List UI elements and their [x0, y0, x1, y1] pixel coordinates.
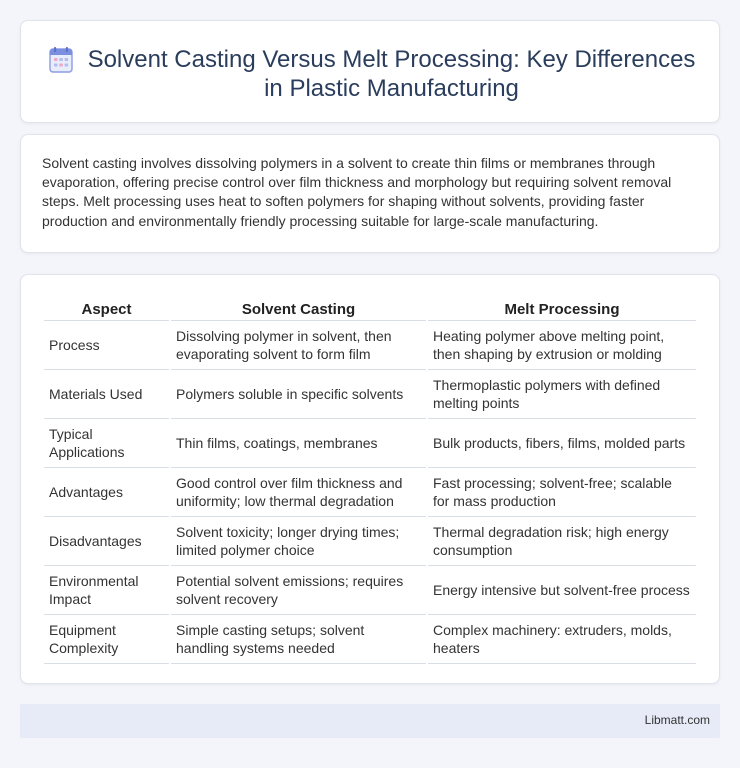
melt-processing-cell: Bulk products, fibers, films, molded parts	[428, 419, 696, 468]
aspect-cell: Materials Used	[44, 370, 169, 419]
melt-processing-cell: Heating polymer above melting point, then shaping by extrusion or molding	[428, 321, 696, 370]
table-row	[44, 370, 696, 419]
aspect-cell: Typical Applications	[44, 419, 169, 468]
aspect-cell: Advantages	[44, 468, 169, 517]
solvent-casting-cell: Potential solvent emissions; requires solvent recovery	[171, 566, 426, 615]
aspect-cell: Environmental Impact	[44, 566, 169, 615]
title-row	[47, 45, 699, 103]
table-row	[44, 419, 696, 468]
summary-text: Solvent casting involves dissolving polymers in a solvent to create thin films or membranes through evaporation, offering precise control over film thickness and morphology but requiring solvent removal steps. Melt processing uses heat to soften polymers for shaping without solvents, providing faster production and environmentally friendly processing suitable for large-scale manufacturing.	[42, 155, 672, 229]
page-title: Solvent Casting Versus Melt Processing: Key Differences in Plastic Manufacturing	[87, 46, 696, 102]
melt-processing-cell: Thermal degradation risk; high energy consumption	[428, 517, 696, 566]
solvent-casting-cell: Good control over film thickness and uniformity; low thermal degradation	[171, 468, 426, 517]
table-row	[44, 468, 696, 517]
melt-processing-cell: Fast processing; solvent-free; scalable for mass production	[428, 468, 696, 517]
melt-processing-cell: Energy intensive but solvent-free process	[428, 566, 696, 615]
melt-processing-cell: Complex machinery: extruders, molds, heaters	[428, 615, 696, 664]
footer-bar	[20, 704, 720, 738]
aspect-cell: Equipment Complexity	[44, 615, 169, 664]
summary-card	[20, 134, 720, 253]
aspect-cell: Process	[44, 321, 169, 370]
table-row	[44, 566, 696, 615]
footer-site-link[interactable]: Libmatt.com	[644, 713, 710, 727]
solvent-casting-cell: Solvent toxicity; longer drying times; limited polymer choice	[171, 517, 426, 566]
comparison-table-card	[20, 274, 720, 684]
comparison-table	[42, 295, 698, 664]
column-header-aspect: Aspect	[44, 295, 169, 321]
solvent-casting-cell: Simple casting setups; solvent handling systems needed	[171, 615, 426, 664]
melt-processing-cell: Thermoplastic polymers with defined melting points	[428, 370, 696, 419]
table-row	[44, 321, 696, 370]
table-row	[44, 517, 696, 566]
column-header-melt-processing: Melt Processing	[428, 295, 696, 321]
solvent-casting-cell: Thin films, coatings, membranes	[171, 419, 426, 468]
solvent-casting-cell: Polymers soluble in specific solvents	[171, 370, 426, 419]
column-header-solvent-casting: Solvent Casting	[171, 295, 426, 321]
table-row	[44, 615, 696, 664]
table-header-row	[44, 295, 696, 321]
document-icon	[48, 46, 74, 74]
solvent-casting-cell: Dissolving polymer in solvent, then evaporating solvent to form film	[171, 321, 426, 370]
aspect-cell: Disadvantages	[44, 517, 169, 566]
title-card	[20, 20, 720, 123]
